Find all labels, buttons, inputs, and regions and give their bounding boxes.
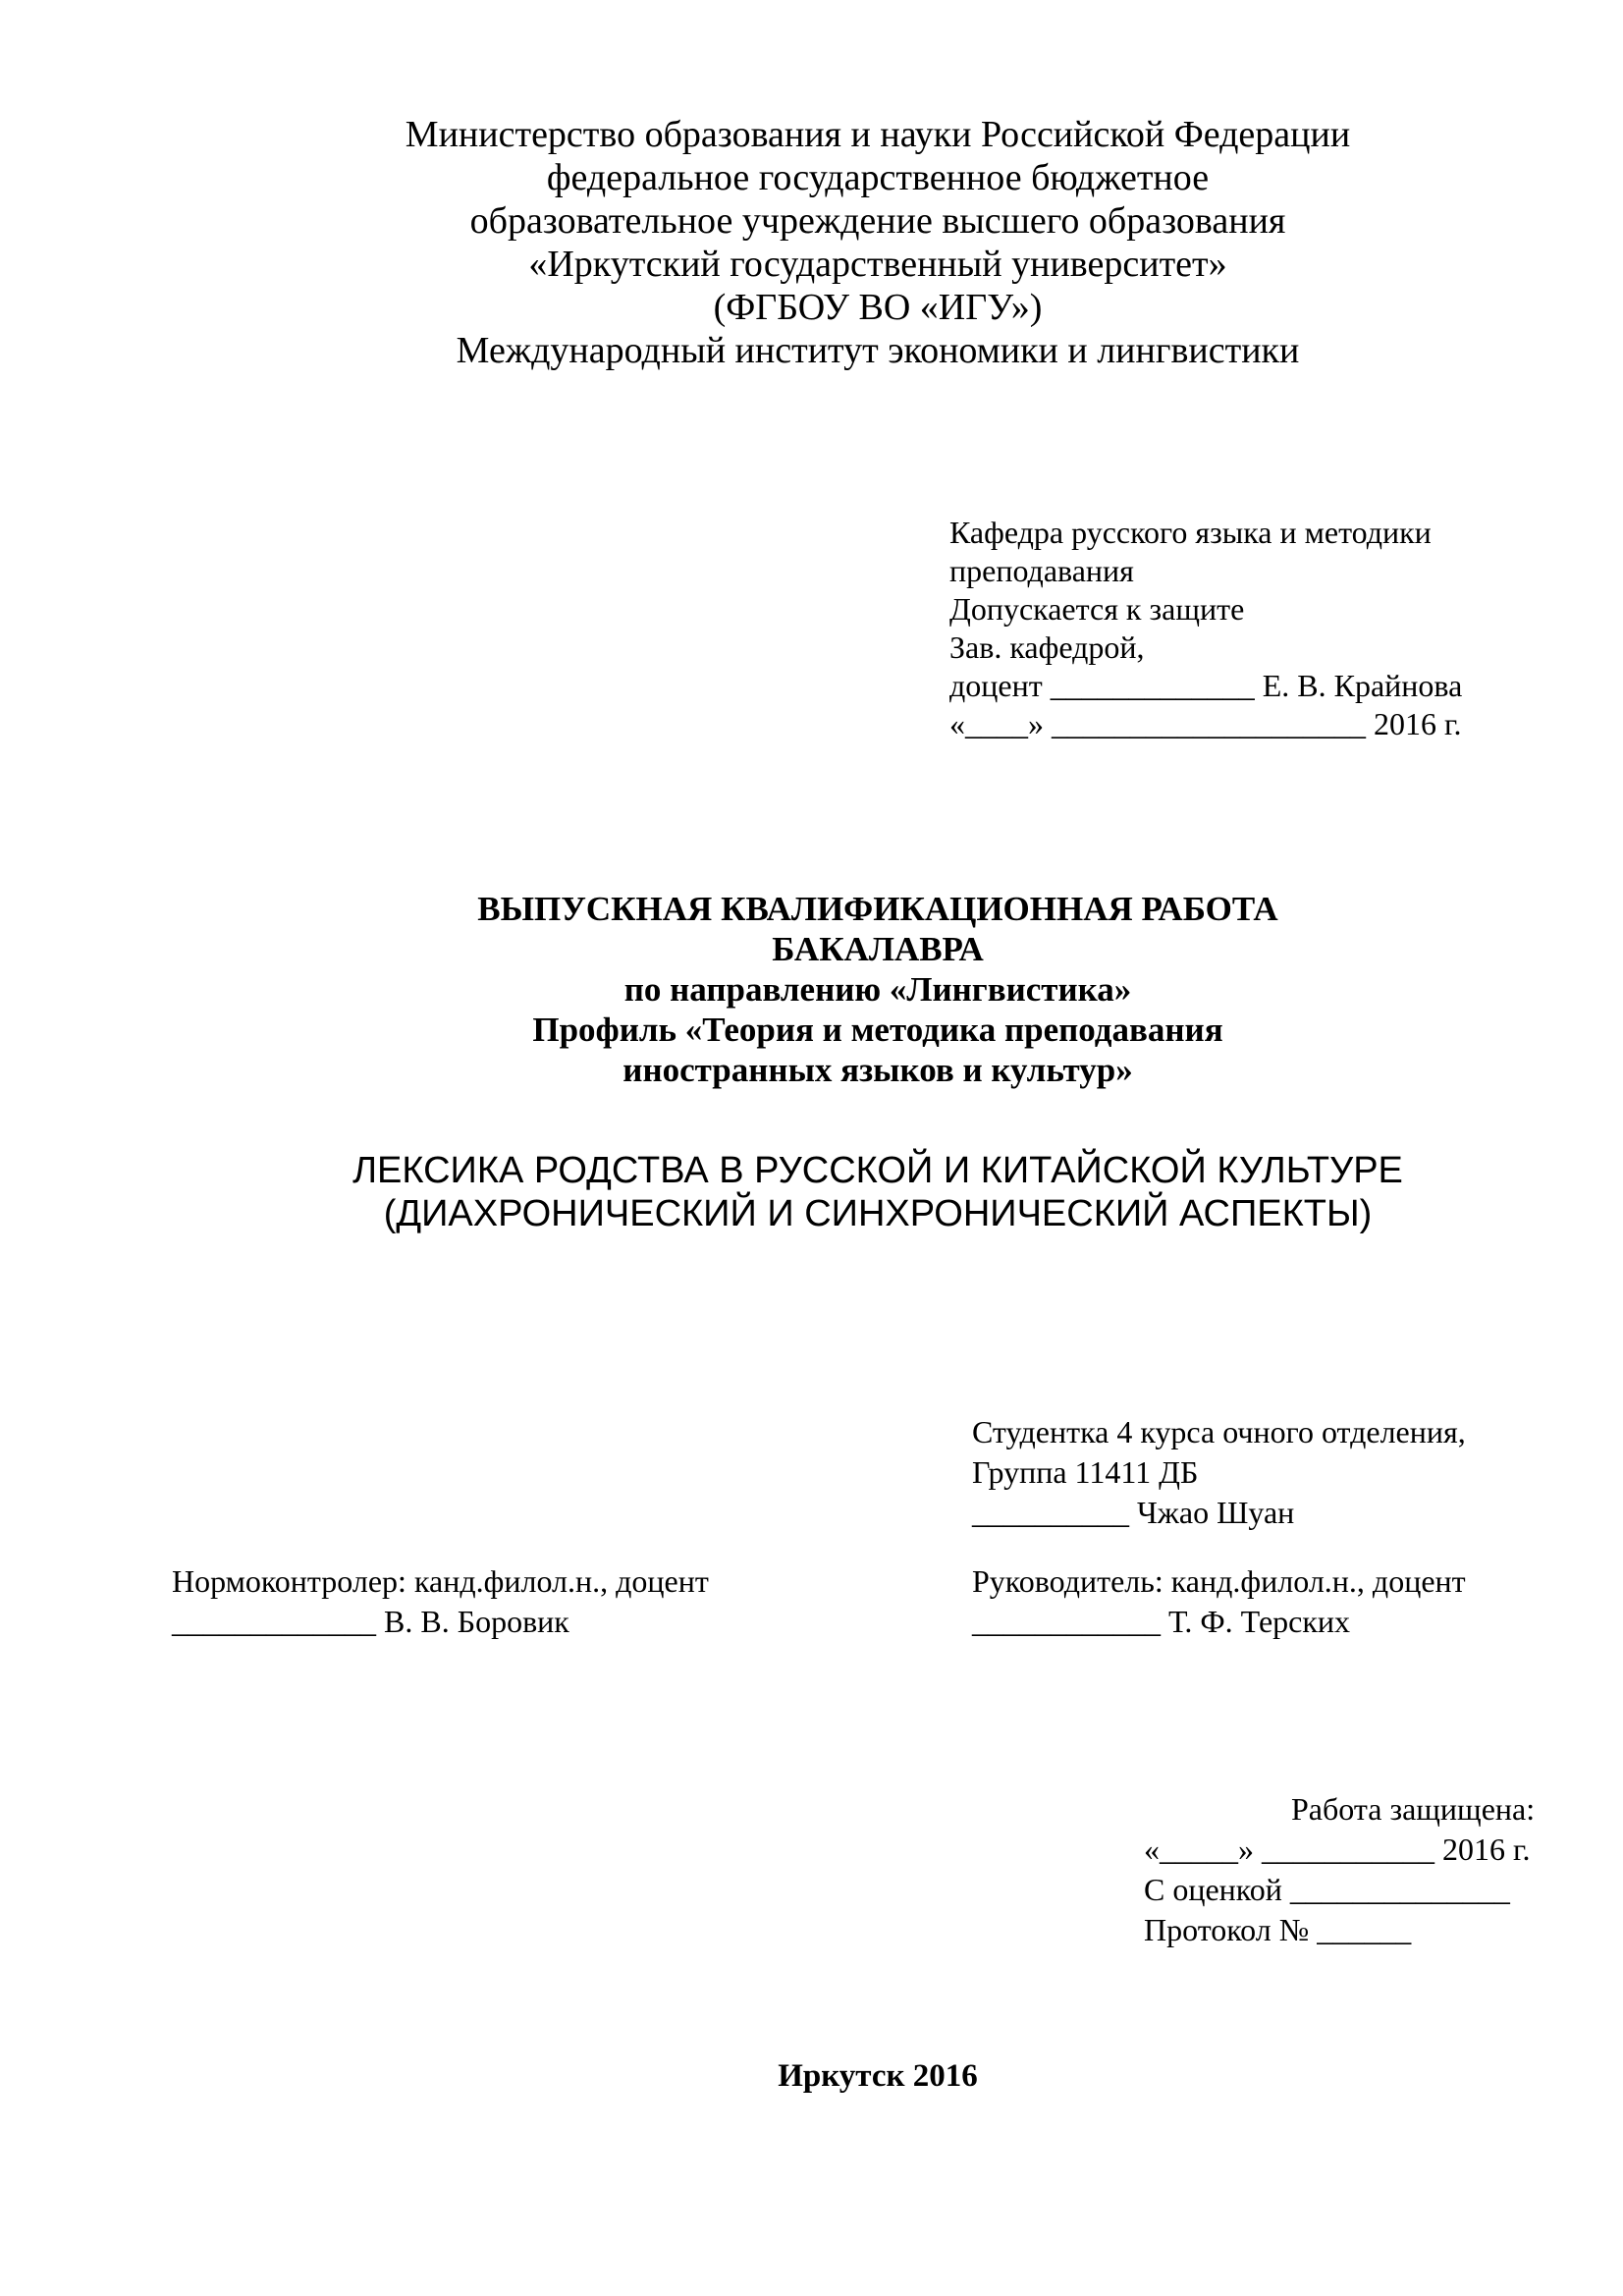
department-approval-block bbox=[949, 514, 1462, 743]
topic-block bbox=[0, 1149, 1623, 1235]
department-head-signature: доцент _____________ Е. В. Крайнова bbox=[949, 668, 1463, 703]
work-title-line: ВЫПУСКНАЯ КВАЛИФИКАЦИОННАЯ РАБОТА bbox=[477, 890, 1278, 928]
student-block bbox=[972, 1412, 1466, 1533]
ministry-line: Министерство образования и науки Российской Федерации bbox=[405, 114, 1351, 155]
work-title-line: по направлению «Лингвистика» bbox=[623, 970, 1132, 1009]
normcontroller-signature: _____________ В. В. Боровик bbox=[172, 1604, 569, 1639]
ministry-line: «Иркутский государственный университет» bbox=[528, 244, 1227, 285]
defense-title: Работа защищена: bbox=[1291, 1791, 1536, 1827]
topic-line: ЛЕКСИКА РОДСТВА В РУССКОЙ И КИТАЙСКОЙ КУЛЬТУРЕ bbox=[352, 1150, 1403, 1191]
student-line: Студентка 4 курса очного отделения, bbox=[972, 1414, 1466, 1449]
work-title-line: иностранных языков и культур» bbox=[622, 1051, 1133, 1089]
department-date-line: «____» ____________________ 2016 г. bbox=[949, 706, 1462, 741]
student-line: Группа 11411 ДБ bbox=[972, 1454, 1199, 1490]
ministry-header bbox=[0, 113, 1623, 372]
ministry-line: федеральное государственное бюджетное bbox=[546, 157, 1210, 198]
work-title-line: Профиль «Теория и методика преподавания bbox=[532, 1011, 1223, 1049]
work-title-block bbox=[0, 889, 1623, 1090]
ministry-line: Международный институт экономики и лингвистики bbox=[456, 330, 1300, 371]
defense-grade: С оценкой ______________ bbox=[1144, 1872, 1510, 1907]
supervisor-line: Руководитель: канд.филол.н., доцент bbox=[972, 1563, 1466, 1599]
department-line: Допускается к защите bbox=[949, 591, 1245, 627]
topic-line: (ДИАХРОНИЧЕСКИЙ И СИНХРОНИЧЕСКИЙ АСПЕКТЫ) bbox=[383, 1193, 1373, 1234]
defense-block bbox=[1144, 1789, 1535, 1950]
city-year: Иркутск 2016 bbox=[778, 2058, 978, 2094]
work-title-line: БАКАЛАВРА bbox=[772, 930, 984, 968]
ministry-line: (ФГБОУ ВО «ИГУ») bbox=[713, 287, 1043, 328]
ministry-line: образовательное учреждение высшего образования bbox=[469, 200, 1286, 242]
normcontroller-block bbox=[172, 1561, 709, 1642]
supervisor-signature: ____________ Т. Ф. Терских bbox=[972, 1604, 1351, 1639]
supervisor-block bbox=[972, 1561, 1466, 1642]
student-signature: __________ Чжао Шуан bbox=[972, 1495, 1295, 1530]
normcontroller-line: Нормоконтролер: канд.филол.н., доцент bbox=[172, 1563, 709, 1599]
department-line: преподавания bbox=[949, 553, 1134, 588]
department-line: Зав. кафедрой, bbox=[949, 629, 1145, 665]
department-line: Кафедра русского языка и методики bbox=[949, 515, 1432, 550]
defense-protocol: Протокол № ______ bbox=[1144, 1912, 1412, 1947]
defense-date: «_____» ___________ 2016 г. bbox=[1144, 1831, 1531, 1867]
